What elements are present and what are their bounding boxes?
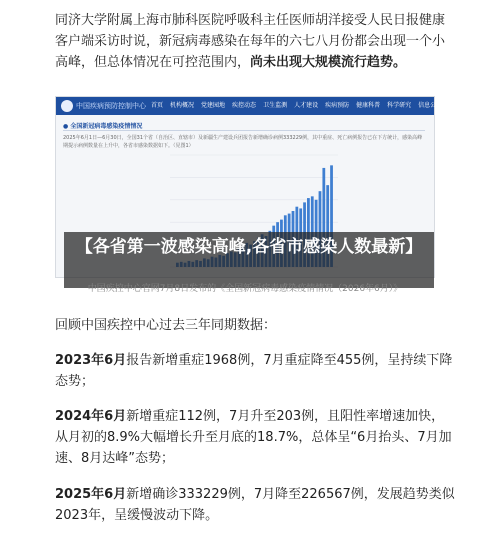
year-2025-label: 2025年6月: [55, 487, 127, 502]
section-heading: ● 全国新冠病毒感染疫情情况: [63, 123, 143, 130]
site-menu-item[interactable]: 党建园地: [201, 102, 226, 109]
paragraph-2025: [55, 484, 455, 526]
site-menu-item[interactable]: 机构概况: [170, 102, 195, 109]
site-menu-item[interactable]: 卫生监测: [263, 102, 288, 109]
intro-bold-text: 尚未出现大规模流行趋势。: [250, 55, 407, 70]
site-menu-item[interactable]: 首页: [151, 102, 164, 109]
site-menu-item[interactable]: 人才建设: [294, 102, 319, 109]
text-2024: 新增重症112例，7月升至203例，且阳性率增速加快，从月初的8.9%大幅增长升至月底的18.7%，总体呈“6月抬头、7月加速、8月达峰”态势；: [55, 409, 452, 466]
intro-paragraph: [55, 10, 455, 73]
paragraph-2023: [55, 350, 455, 392]
site-menu-item[interactable]: 疾病预防: [325, 102, 350, 109]
paragraph-2024: [55, 406, 455, 469]
site-menu-item[interactable]: 健康科普: [356, 102, 381, 109]
intro-text: 同济大学附属上海市肺科医院呼吸科主任医师胡洋接受人民日报健康客户端采访时说，新冠病毒感染在每年的六七八月份都会出现一个小高峰，但总体情况在可控范围内，: [55, 13, 446, 70]
image-caption: 中国疾控中心官网7月8日发布的《全国新冠病毒感染疫情情况（2026年6月）》: [87, 284, 403, 294]
site-name: 中国疾病预防控制中心: [76, 102, 146, 110]
overlay-banner: [64, 232, 434, 288]
year-2024-label: 2024年6月: [55, 409, 127, 424]
section-body-text: 2025年6月1日—6月30日，全国31个省（自治区、直辖市）及新疆生产建设兵团报告新增确诊病例333229例，其中重症、死亡病例报告已在下方统计，感染高峰期提示病例数量在上升中，各省市感染数据如下。（见图1）: [63, 135, 423, 149]
year-2023-label: 2023年6月: [55, 353, 127, 368]
text-2025: 新增确诊333229例，7月降至226567例，发展趋势类似2023年，呈缓慢波动下降。: [55, 487, 455, 523]
review-paragraph: 回顾中国疾控中心过去三年同期数据：: [55, 318, 277, 333]
site-menu-item[interactable]: 科学研究: [387, 102, 412, 109]
site-menu-item[interactable]: 疾控动态: [232, 102, 257, 109]
site-menu-item[interactable]: 信息公开: [418, 102, 443, 109]
banner-title: 【各省第一波感染高峰,各省市感染人数最新】: [75, 237, 423, 257]
text-2023: 报告新增重症1968例，7月重症降至455例，呈持续下降态势；: [55, 353, 453, 389]
